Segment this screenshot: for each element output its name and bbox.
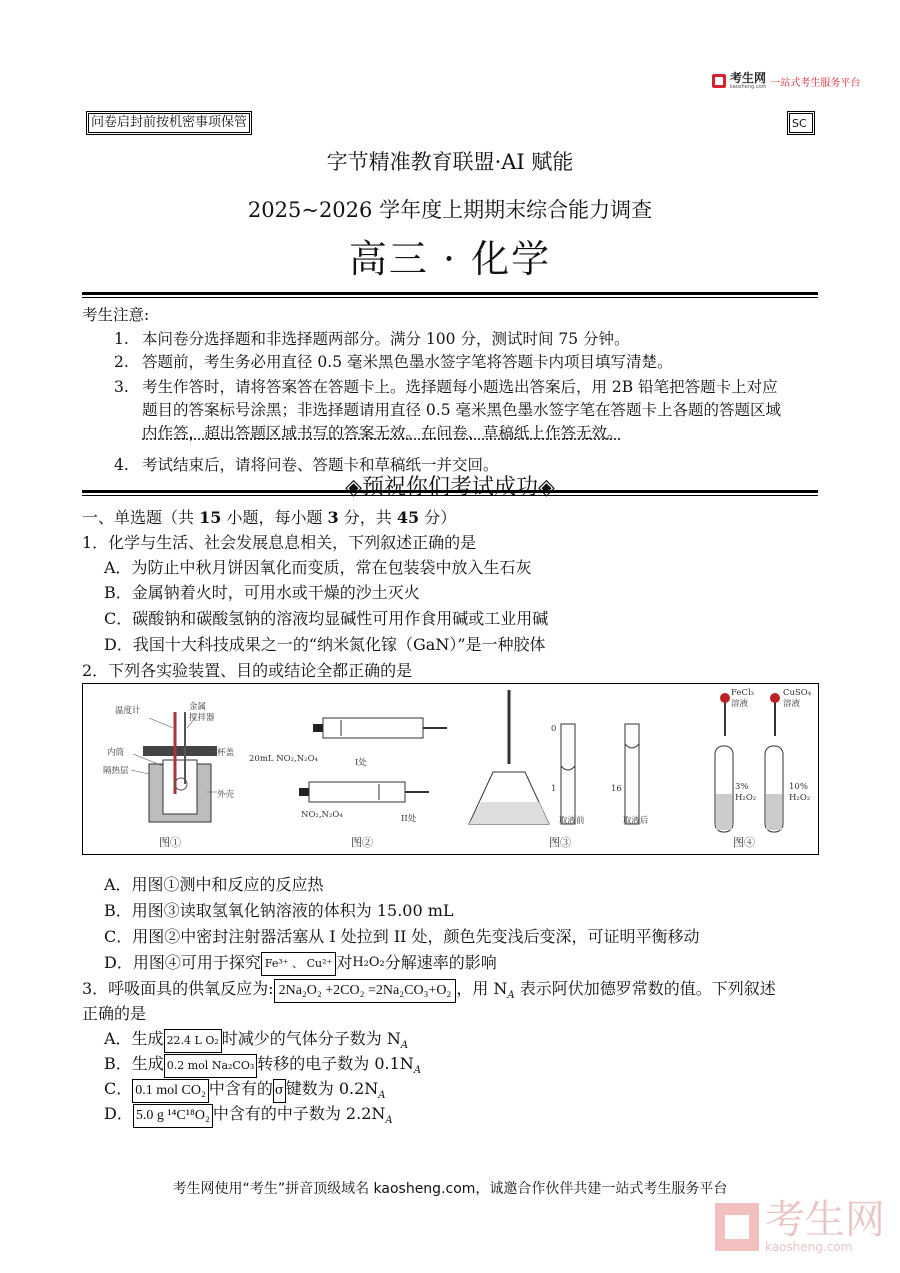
label-insulation: 隔热层	[103, 766, 129, 776]
quantity-box: 5.0 g ¹⁴C¹⁸O₂	[133, 1104, 213, 1128]
notice-item-num: 1.	[114, 330, 129, 348]
label-thermometer: 温度计	[115, 706, 141, 716]
label-gas2: NO₂,N₂O₄	[301, 810, 343, 820]
option-d-text: D．用图④可用于探究	[104, 953, 261, 972]
divider	[82, 490, 818, 496]
option-label: C．	[104, 1079, 133, 1098]
option-c[interactable]: C．用图②中密封注射器活塞从 I 处拉到 II 处，颜色先变浅后变深，可证明平衡移动	[104, 927, 700, 946]
question-stem: 2．下列各实验装置、目的或结论全都正确的是	[82, 661, 413, 680]
brand-logo[interactable]	[712, 70, 860, 92]
equation: 2Na₂O₂ +2CO₂ =2Na₂CO₃+O₂	[274, 979, 457, 1003]
label-after: 取液后	[623, 816, 649, 826]
points-each: 3	[327, 508, 339, 527]
sigma-symbol: σ	[273, 1079, 286, 1103]
option-d[interactable]	[104, 1103, 393, 1132]
label-gas1: 20mL NO₂,N₂O₄	[249, 754, 318, 764]
burette-flask	[469, 690, 639, 824]
label-lid: 杯盖	[217, 748, 235, 758]
option-rest: 键数为 0.2N	[285, 1079, 379, 1098]
subject-title: 高三 · 化学	[348, 237, 552, 281]
notice-item-num: 2.	[114, 353, 129, 371]
label-reagent2: CuSO₄ 溶液	[783, 688, 812, 709]
question-stem	[82, 978, 822, 1007]
notice-item-line: 题目的答案标号涂黑；非选择题请用直径 0.5 毫米黑色墨水签字笔在答题卡上各题的答题区域	[142, 401, 782, 419]
label-inner: 内筒	[107, 748, 125, 758]
brand-domain: kaosheng.com	[730, 83, 767, 90]
footer-text: 考生网使用“考生”拼音顶级域名 kaosheng.com，诚邀合作伙伴共建一站式考生服务平台	[172, 1181, 728, 1197]
notice-item-num: 4.	[114, 456, 129, 474]
test-tubes	[715, 693, 783, 832]
org-title: 字节精准教育联盟·AI 赋能	[326, 150, 574, 174]
corner-code: SC	[787, 111, 815, 135]
quantity-box: 0.2 mol Na₂CO₃	[164, 1054, 258, 1078]
section-title-part: 分）	[419, 508, 457, 527]
notice-heading: 考生注意:	[82, 306, 150, 324]
subscript: A	[507, 990, 515, 1002]
ion-cu: Cu²⁺	[306, 957, 333, 970]
label-conc2: 10% H₂O₂	[789, 782, 811, 803]
blessing: ◈预祝你们考试成功◈	[345, 475, 555, 500]
label-reagent1: FeCl₃ 溶液	[731, 688, 755, 709]
option-d[interactable]	[104, 952, 497, 976]
option-c[interactable]: C．碳酸钠和碳酸氢钠的溶液均显碱性可用作食用碱或工业用碱	[104, 609, 549, 628]
option-b[interactable]: B．金属钠着火时，可用水或干燥的沙土灭火	[104, 583, 420, 602]
option-rest: 时减少的气体分子数为 N	[221, 1029, 401, 1048]
tick-label: 1	[551, 784, 557, 794]
notice-item: 本问卷分选择题和非选择题两部分。满分 100 分，测试时间 75 分钟。	[142, 330, 630, 348]
brand-name-block	[730, 70, 767, 90]
notice-item: 考试结束后，请将问卷、答题卡和草稿纸一并交回。	[142, 456, 499, 474]
points-total: 45	[396, 508, 420, 527]
logo-icon	[712, 74, 726, 88]
option-label: A．生成	[104, 1029, 164, 1048]
notice-item-line: 内作答，超出答题区域书写的答案无效。在问卷、草稿纸上作答无效。	[142, 424, 623, 442]
question-stem-line: 正确的是	[82, 1004, 147, 1023]
subscript: A	[385, 1115, 393, 1127]
quantity-box: 22.4 L O₂	[164, 1029, 222, 1053]
subscript: A	[400, 1040, 409, 1052]
watermark-logo-icon	[715, 1203, 759, 1251]
separator: 、	[292, 957, 304, 970]
option-rest: 中含有的中子数为 2.2N	[212, 1104, 386, 1123]
option-label: D．	[104, 1104, 133, 1123]
label-mark2: II处	[401, 814, 417, 824]
caption-fig4: 图④	[733, 836, 755, 849]
syringes	[299, 718, 447, 802]
section-title-part: 一、单选题（共	[82, 508, 200, 527]
ion-fe: Fe³⁺	[264, 957, 289, 970]
tick-label: 0	[551, 724, 557, 734]
watermark	[715, 1197, 885, 1254]
ion-fe-box	[261, 952, 336, 976]
section-title-part: 分，共	[338, 508, 397, 527]
secret-note: 问卷启封前按机密事项保管	[86, 111, 252, 135]
watermark-name: 考生网	[765, 1197, 885, 1243]
watermark-text	[765, 1197, 885, 1254]
notice-item: 答题前，考生务必用直径 0.5 毫米黑色墨水签字笔将答题卡内项目填写清楚。	[142, 353, 673, 371]
brand-slogan: 一站式考生服务平台	[770, 77, 861, 89]
quantity-box: 0.1 mol CO₂	[132, 1079, 209, 1103]
label-before: 取液前	[559, 816, 585, 826]
section-title	[82, 507, 456, 529]
label-conc1: 3% H₂O₂	[735, 782, 757, 803]
question-stem: 1．化学与生活、社会发展息息相关，下列叙述正确的是	[82, 533, 477, 552]
option-rest-pre: 中含有的	[208, 1079, 273, 1098]
option-a[interactable]: A．为防止中秋月饼因氧化而变质，常在包装袋中放入生石灰	[104, 558, 532, 577]
caption-fig1: 图①	[159, 836, 181, 849]
exam-title: 2025~2026 学年度上期期末综合能力调查	[247, 198, 653, 222]
subscript: A	[413, 1065, 422, 1077]
stem-pre: 3．呼吸面具的供氧反应为:	[82, 979, 274, 998]
option-d-tail: 分解速率的影响	[384, 953, 497, 972]
notice-item-num: 3.	[114, 378, 129, 396]
label-shell: 外壳	[217, 790, 235, 800]
watermark-domain: kaosheng.com	[765, 1240, 853, 1254]
option-b[interactable]: B．用图③读取氢氧化钠溶液的体积为 15.00 mL	[104, 901, 454, 920]
label-mark1: I处	[355, 758, 367, 768]
tick-label: 16	[611, 784, 622, 794]
subscript: A	[378, 1090, 386, 1102]
pair-text: 对	[336, 953, 353, 972]
option-a[interactable]: A．用图①测中和反应的反应热	[104, 875, 324, 894]
caption-fig3: 图③	[549, 836, 571, 849]
notice-item-line: 考生作答时，请将答案答在答题卡上。选择题每小题选出答案后，用 2B 铅笔把答题卡上对应	[142, 378, 778, 396]
label-stirrer: 金属 搅拌器	[189, 702, 215, 723]
calorimeter	[131, 712, 217, 822]
option-rest: 转移的电子数为 0.1N	[257, 1054, 414, 1073]
stem-tail: 表示阿伏加德罗常数的值。下列叙述	[514, 979, 776, 998]
section-title-part: 小题，每小题	[221, 508, 328, 527]
brand-name: 考生网	[730, 70, 767, 85]
h2o2: H₂O₂	[352, 955, 385, 970]
divider	[82, 292, 818, 298]
option-d[interactable]: D．我国十大科技成果之一的“纳米氮化镓（GaN）”是一种胶体	[104, 635, 546, 654]
experiment-figure	[82, 683, 819, 855]
question-count: 15	[199, 508, 222, 527]
caption-fig2: 图②	[351, 836, 373, 849]
option-label: B．生成	[104, 1054, 164, 1073]
stem-post: ，用 N	[456, 979, 508, 998]
